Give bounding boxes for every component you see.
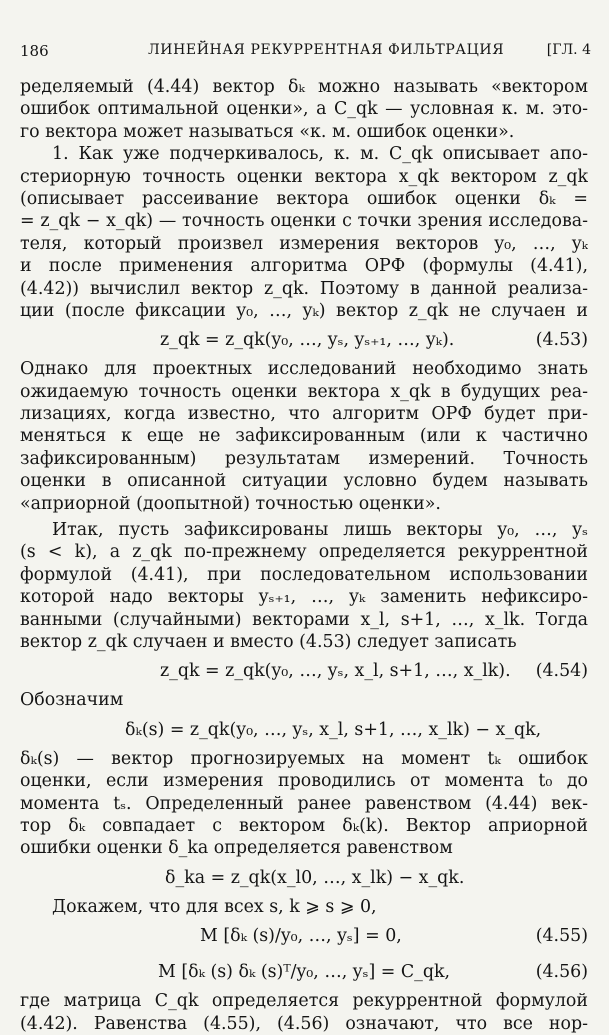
equation-number: (4.53): [535, 330, 588, 351]
text-line: момента tₛ. Определенный ранее равенством (4.44) век-: [20, 793, 588, 814]
text-line: = z_qk − x_qk) — точность оценки с точки зрения исследова-: [20, 211, 588, 232]
equation-formula: z_qk = z_qk(y₀, …, yₛ, yₛ₊₁, …, yₖ).: [160, 330, 455, 351]
text-line: которой надо векторы yₛ₊₁, …, yₖ заменить нефиксиро-: [20, 587, 588, 608]
equation-number: (4.55): [535, 926, 588, 947]
text-line: ошибки оценки δ_ka определяется равенством: [20, 838, 453, 859]
text-line: δₖ(s) — вектор прогнозируемых на момент tₖ ошибок: [20, 748, 588, 769]
text-line: «априорной (доопытной) точностью оценки».: [20, 493, 441, 514]
text-line: стериорную точность оценки вектора x_qk вектором z_qk: [20, 166, 588, 187]
chapter-label: [ГЛ. 4: [546, 42, 591, 58]
page-number: 186: [20, 42, 49, 60]
paragraph-apriori: [20, 358, 588, 515]
text-line: ределяемый (4.44) вектор δₖ можно называть «вектором: [20, 77, 588, 97]
equation-number: (4.54): [535, 661, 588, 682]
equation-4-56: [20, 954, 588, 990]
text-line: (4.42). Равенства (4.55), (4.56) означают, что все нор-: [20, 1013, 588, 1034]
text-line: формулой (4.41), при последовательном использовании: [20, 564, 588, 585]
text-line: Однако для проектных исследований необходимо знать: [20, 359, 588, 380]
paragraph-final: [20, 990, 588, 1035]
text-line: оценки, если измерения проводились от момента t₀ до: [20, 771, 588, 792]
running-header: [20, 42, 591, 62]
equation-formula: δ_ka = z_qk(x_l0, …, x_lk) − x_qk.: [165, 867, 465, 888]
text-line: (s < k), а z_qk по-прежнему определяется рекуррентной: [20, 542, 588, 563]
paragraph-aposteriori: [20, 143, 588, 322]
text-line: ожидаемую точность оценки вектора x_qk в будущих реа-: [20, 381, 588, 402]
running-title: ЛИНЕЙНАЯ РЕКУРРЕНТНАЯ ФИЛЬТРАЦИЯ: [148, 42, 505, 58]
text-line: зафиксированным) результатам измерений. Точность: [20, 448, 588, 469]
text-line: ции (после фиксации y₀, …, yₖ) вектор z_qk не случаен и: [20, 300, 588, 321]
paragraph-delta-definition: [20, 748, 588, 860]
equation-delta-a: [20, 860, 588, 896]
text-line: Обозначим: [20, 690, 124, 711]
equation-number: (4.56): [535, 962, 588, 983]
paragraph-continuation: [20, 76, 588, 143]
text-line: Докажем, что для всех s, k ⩾ s ⩾ 0,: [52, 896, 377, 917]
equation-formula: M [δₖ (s)/y₀, …, yₛ] = 0,: [200, 926, 402, 947]
text-line: лизациях, когда известно, что алгоритм ОРФ будет при-: [20, 404, 588, 425]
text-line: го вектора может называться «к. м. ошибок оценки».: [20, 121, 515, 142]
equation-4-55: [20, 918, 588, 954]
text-line: ванными (случайными) векторами x_l, s+1, …, x_lk. Тогда: [20, 609, 588, 630]
text-line: Итак, пусть зафиксированы лишь векторы y₀, …, yₛ: [52, 520, 588, 541]
page-body: [20, 76, 588, 1035]
equation-formula: M [δₖ (s) δₖ (s)ᵀ/y₀, …, yₛ] = C_qk,: [158, 962, 451, 983]
equation-delta-s: [20, 712, 588, 748]
text-line: теля, который произвел измерения векторов y₀, …, yₖ: [20, 233, 588, 254]
text-line: вектор z_qk случаен и вместо (4.53) следует записать: [20, 631, 517, 652]
text-line: и после применения алгоритма ОРФ (формулы (4.41),: [20, 256, 588, 277]
equation-4-53: [20, 322, 588, 358]
paragraph-fixed-vectors: [20, 519, 588, 653]
text-line: тор δₖ совпадает с вектором δₖ(k). Вектор априорной: [20, 815, 588, 836]
text-line: оценки в описанной ситуации условно будем называть: [20, 471, 588, 492]
text-line: (описывает рассеивание вектора ошибок оценки δₖ =: [20, 188, 588, 209]
text-line: ошибок оптимальной оценки», а C_qk — условная к. м. это-: [20, 99, 588, 120]
text-line: где матрица C_qk определяется рекуррентной формулой: [20, 991, 588, 1012]
equation-formula: δₖ(s) = z_qk(y₀, …, yₛ, x_l, s+1, …, x_lk) − x_qk,: [125, 719, 542, 740]
equation-4-54: [20, 653, 588, 689]
text-line: меняться к еще не зафиксированным (или к частично: [20, 426, 588, 447]
equation-formula: z_qk = z_qk(y₀, …, yₛ, x_l, s+1, …, x_lk).: [160, 661, 511, 682]
text-line: 1. Как уже подчеркивалось, к. м. C_qk описывает апо-: [52, 144, 588, 165]
text-line: (4.42)) вычислил вектор z_qk. Поэтому в данной реализа-: [20, 278, 588, 299]
